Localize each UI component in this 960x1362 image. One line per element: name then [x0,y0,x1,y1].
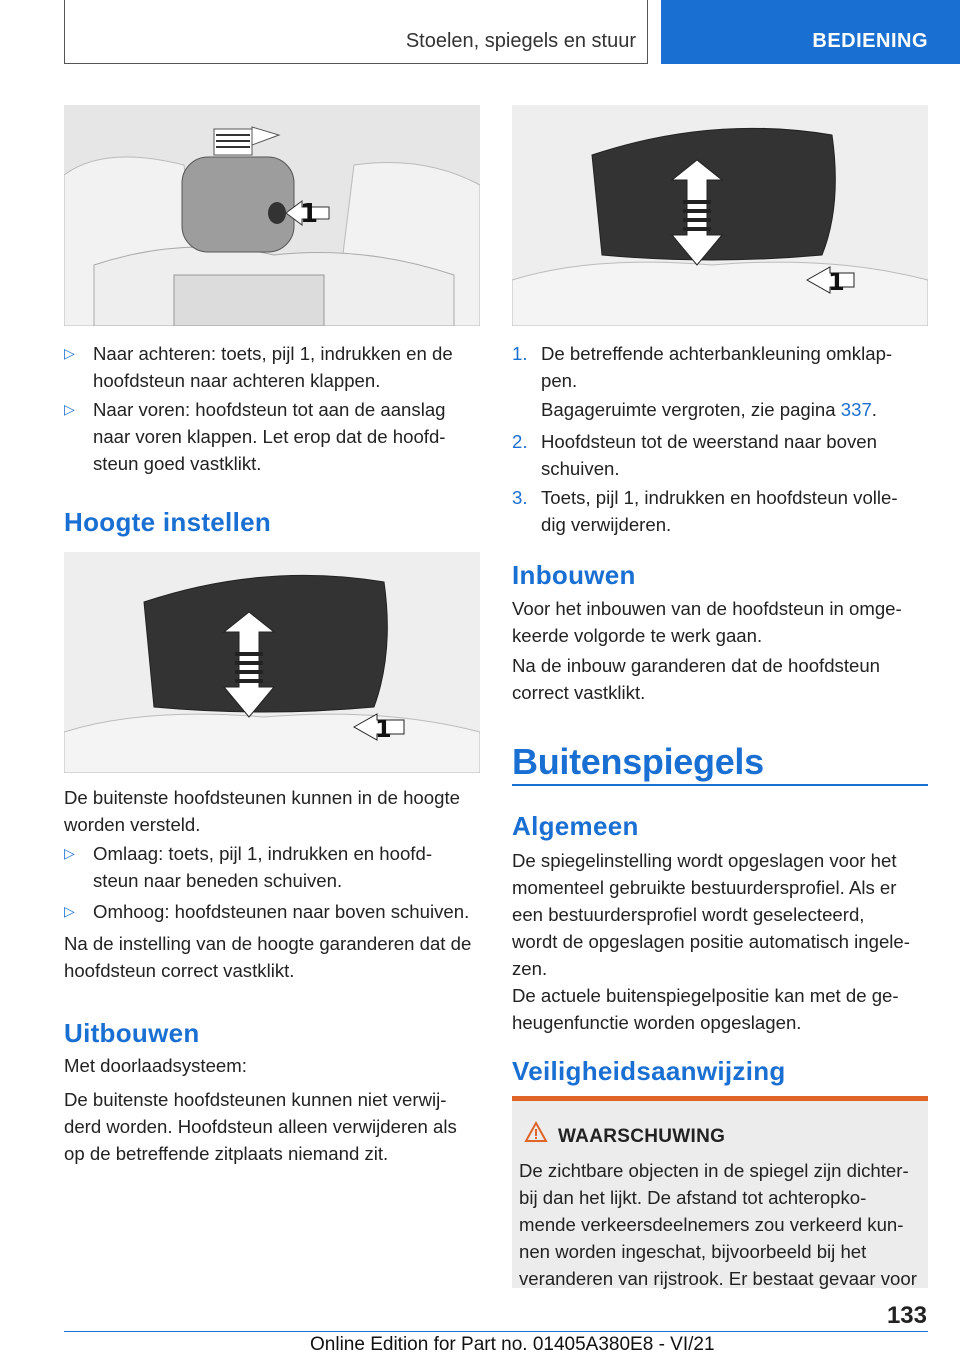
heading-mirrors: Buitenspiegels [512,741,764,782]
general-p1: De spiegelinstelling wordt opgeslagen voor het momenteel gebruikte bestuurdersprofiel. Als er een bestuurdersprofiel wordt geselecteerd, wordt de opgeslagen positie automatisch ingele- zen. [512,850,910,979]
heading-install: Inbouwen [512,560,636,590]
footer-rule [64,1331,928,1332]
step-number: 2. [512,431,528,452]
heading-remove: Uitbouwen [64,1018,200,1048]
warning-triangle-icon [524,1121,548,1143]
page-number: 133 [886,1302,927,1329]
bullet-marker: ▷ [64,845,75,861]
heading-safety: Veiligheidsaanwijzing [512,1056,786,1086]
figure-headrest-height [64,552,480,773]
step-number: 3. [512,487,528,508]
figure-callout: 1 [300,199,319,229]
bullet-marker: ▷ [64,903,75,919]
heading-general: Algemeen [512,811,639,841]
chapter-tab[interactable] [661,0,960,64]
height-intro: De buitenste hoofdsteunen kunnen in de hoogte worden versteld. [64,787,460,835]
heading-height: Hoogte instellen [64,507,272,537]
figure-callout: 1 [828,268,845,296]
general-p2: De actuele buitenspiegelpositie kan met de ge- heugenfunctie worden opgeslagen. [512,985,899,1033]
figure-headrest-remove [512,105,928,326]
height-note: Na de instelling van de hoogte garanderen dat de hoofdsteun correct vastklikt. [64,933,472,981]
warning-title: WAARSCHUWING [558,1126,726,1147]
install-p2: Na de inbouw garanderen dat de hoofdsteun correct vastklikt. [512,655,881,703]
remove-text: De buitenste hoofdsteunen kunnen niet verwij- derd worden. Hoofdsteun alleen verwijderen als op de betreffende zitplaats niemand zit. [64,1089,457,1164]
warning-text: De zichtbare objecten in de spiegel zijn dichter- bij dan het lijkt. De afstand tot achteropko- mende verkeersdeelnemers zou verkeerd kun- nen worden ingeschat, bijvoorbeeld bij het veranderen van rijstrook. Er bestaat gevaar voor [519,1160,917,1289]
heading-rule [512,784,928,786]
chapter-tab-label: BEDIENING [812,30,928,52]
step-1-crossref: Bagageruimte vergroten, zie pagina 337. [541,399,877,420]
warning-box [512,1096,928,1288]
bullet-marker: ▷ [64,345,75,361]
install-p1: Voor het inbouwen van de hoofdsteun in omge- keerde volgorde te werk gaan. [512,598,902,646]
page-link-337[interactable]: 337 [840,399,872,420]
bullet-marker: ▷ [64,401,75,417]
remove-sub: Met doorlaadsysteem: [64,1055,247,1076]
step-number: 1. [512,343,528,364]
figure-headrest-fold [64,105,480,326]
footer-edition: Online Edition for Part no. 01405A380E8 - VI/21 [310,1334,715,1355]
figure-callout: 1 [375,715,392,743]
section-title: Stoelen, spiegels en stuur [405,30,636,52]
